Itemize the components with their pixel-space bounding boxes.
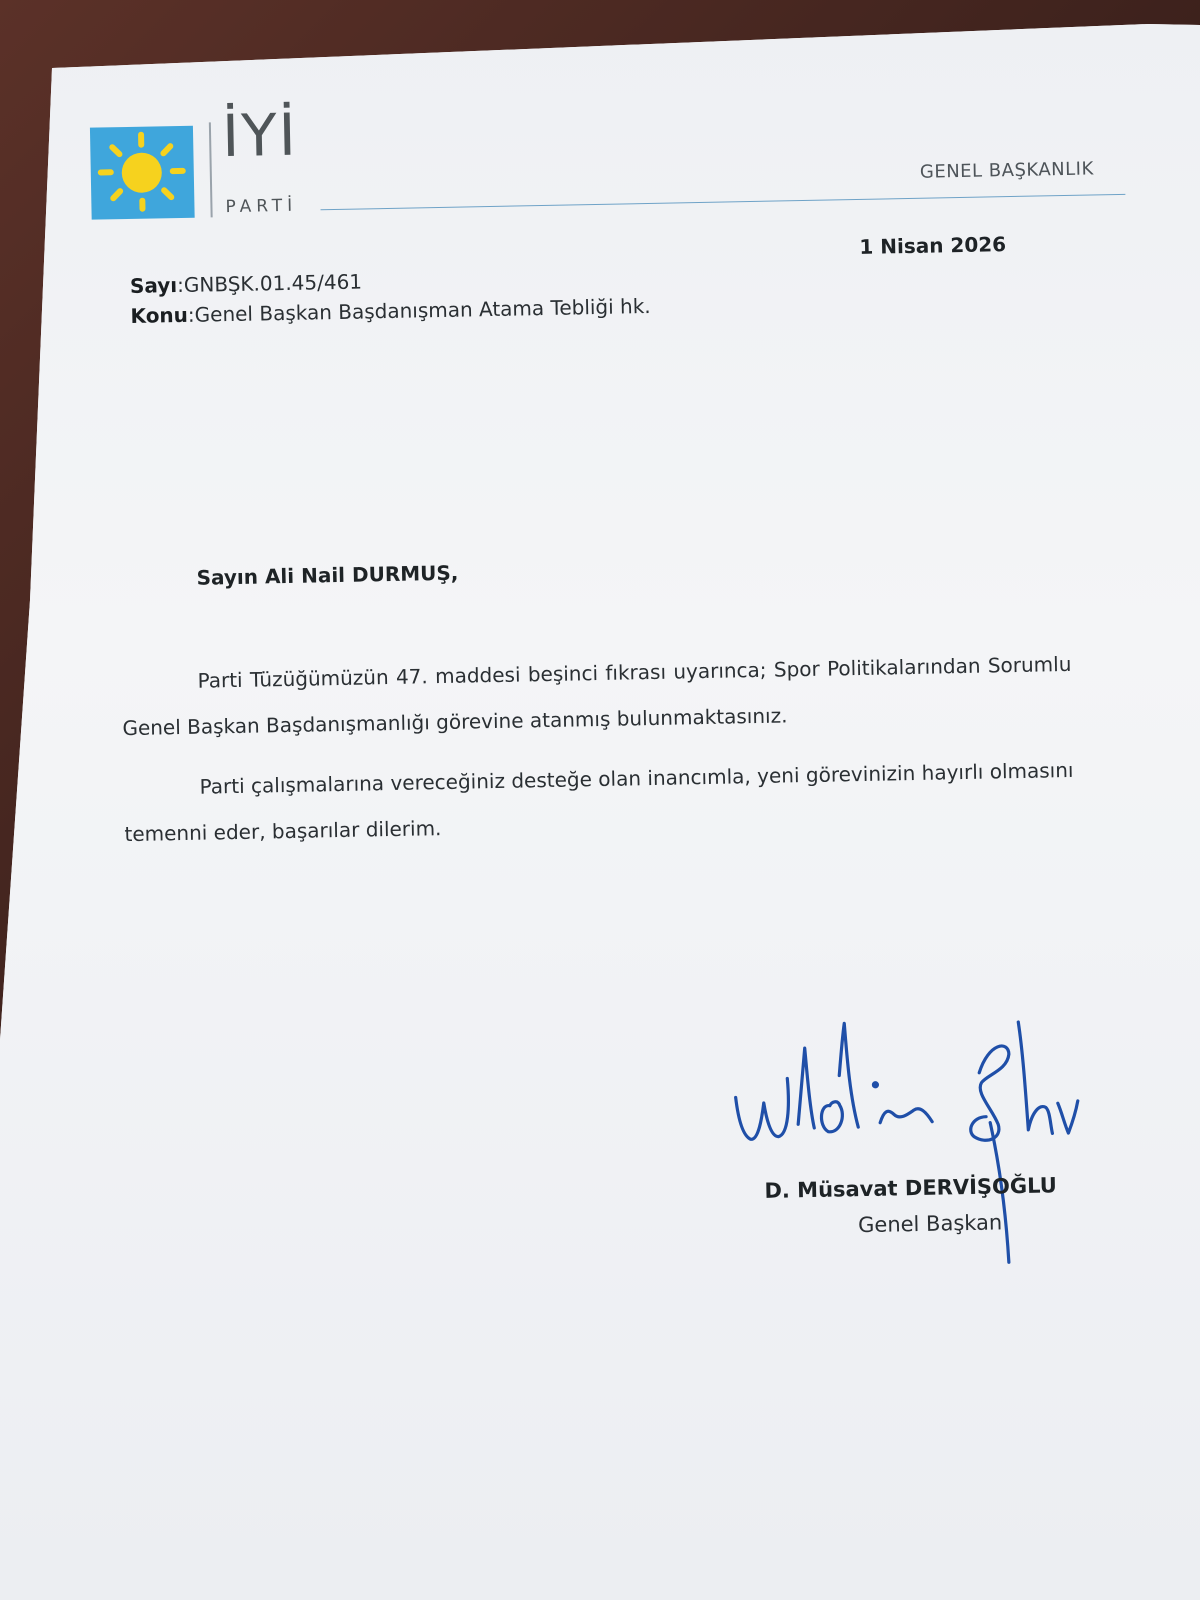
party-logo-sub: PARTİ <box>225 195 298 218</box>
signer-name: D. Müsavat DERVİŞOĞLU <box>764 1173 1057 1203</box>
letter-body <box>121 641 1075 871</box>
logo-divider <box>209 122 213 217</box>
reference-block <box>130 261 651 331</box>
handwritten-signature <box>726 1010 1131 1288</box>
letter-date: 1 Nisan 2026 <box>859 232 1007 259</box>
letterhead-rule <box>321 194 1126 210</box>
body-paragraph-1: Parti Tüzüğümüzün 47. maddesi beşinci fıkrası uyarınca; Spor Politikalarından Sorumlu Genel Başkan Başdanışmanlığı görevine atanmış bulunmaktasınız. <box>122 651 1072 741</box>
body-paragraph-2: Parti çalışmalarına vereceğiniz desteğe olan inancımla, yeni görevinizin hayırlı olmasını temenni eder, başarılar dilerim. <box>124 757 1074 847</box>
salutation: Sayın Ali Nail DURMUŞ, <box>196 560 459 590</box>
subject-line: Konu:Genel Başkan Başdanışman Atama Tebliği hk. <box>130 293 651 328</box>
sun-logo-icon <box>90 126 195 220</box>
number-label: Sayı <box>129 273 178 298</box>
subject-label: Konu <box>130 302 189 328</box>
party-logo-word: İYİ <box>221 100 299 171</box>
signer-title: Genel Başkan <box>857 1210 1003 1238</box>
subject-value: Genel Başkan Başdanışman Atama Tebliği hk. <box>194 293 651 327</box>
reference-number-line: Sayı:GNBŞK.01.45/461 <box>129 269 363 298</box>
number-value: GNBŞK.01.45/461 <box>183 269 363 297</box>
office-title: GENEL BAŞKANLIK <box>919 158 1095 183</box>
